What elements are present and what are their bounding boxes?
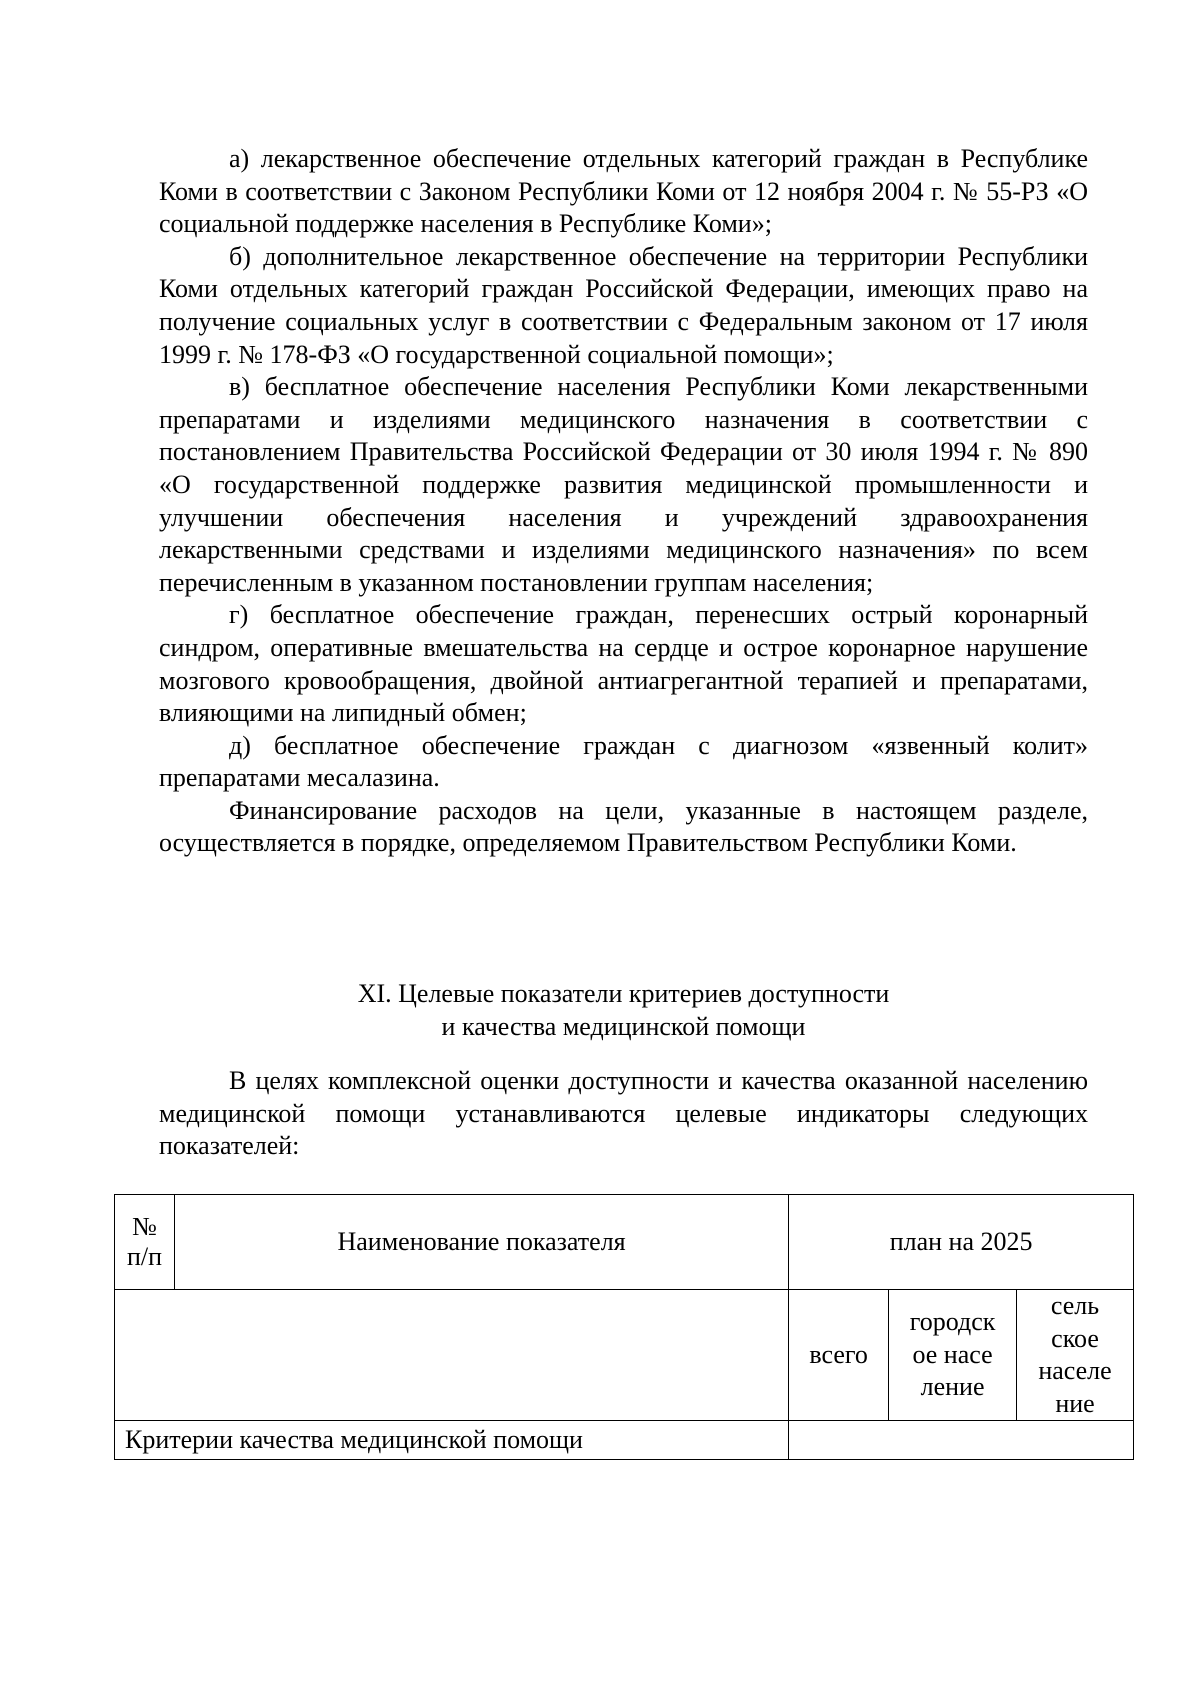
table-subheader-row bbox=[115, 1290, 1134, 1421]
section-heading-line-1: XI. Целевые показатели критериев доступности bbox=[357, 979, 890, 1008]
paragraph-financing: Финансирование расходов на цели, указанные в настоящем разделе, осуществляется в порядке, определяемом Правительством Республики Коми. bbox=[159, 795, 1088, 858]
intro-paragraph: В целях комплексной оценки доступности и качества оказанной населению медицинской помощи устанавливаются целевые индикаторы следующих показателей: bbox=[159, 1066, 1088, 1161]
indicators-table bbox=[114, 1194, 1134, 1460]
subheader-rural: сель ское населе ние bbox=[1017, 1290, 1134, 1421]
table-header-row bbox=[115, 1195, 1134, 1290]
section-row-label: Критерии качества медицинской помощи bbox=[115, 1421, 789, 1460]
section-intro bbox=[159, 1065, 1088, 1163]
table-row bbox=[115, 1421, 1134, 1460]
section-heading bbox=[159, 978, 1088, 1043]
paragraph-g: г) бесплатное обеспечение граждан, перенесших острый коронарный синдром, оперативные вмешательства на сердце и острое коронарное нарушение мозгового кровообращения, двойной антиагрегантной терапией и препаратами, влияющими на липидный обмен; bbox=[159, 600, 1088, 728]
paragraph-a: а) лекарственное обеспечение отдельных категорий граждан в Республике Коми в соответствии с Законом Республики Коми от 12 ноября 2004 г. № 55-РЗ «О социальной поддержке населения в Республике Коми»; bbox=[159, 144, 1088, 239]
subheader-urban: городск ое насе ление bbox=[889, 1290, 1017, 1421]
section-row-plan-empty bbox=[789, 1421, 1134, 1460]
header-indicator-name: Наименование показателя bbox=[174, 1195, 788, 1290]
paragraph-d: д) бесплатное обеспечение граждан с диагнозом «язвенный колит» препаратами месалазина. bbox=[159, 730, 1088, 793]
subheader-empty bbox=[115, 1290, 789, 1421]
header-plan-2025: план на 2025 bbox=[789, 1195, 1134, 1290]
paragraph-v: в) бесплатное обеспечение населения Республики Коми лекарственными препаратами и изделиями медицинского назначения в соответствии с постановлением Правительства Российской Федерации от 30 июля 1994 г. № 890 «О государственной поддержке развития медицинской промышленности и улучшении обеспечения населения и учреждений здравоохранения лекарственными средствами и изделиями медицинского назначения» по всем перечисленным в указанном постановлении группам населения; bbox=[159, 372, 1088, 597]
header-number: № п/п bbox=[115, 1195, 175, 1290]
body-text bbox=[159, 143, 1088, 860]
section-heading-line-2: и качества медицинской помощи bbox=[441, 1011, 806, 1041]
subheader-total: всего bbox=[789, 1290, 889, 1421]
paragraph-b: б) дополнительное лекарственное обеспечение на территории Республики Коми отдельных категорий граждан Российской Федерации, имеющих право на получение социальных услуг в соответствии с Федеральным законом от 17 июля 1999 г. № 178-ФЗ «О государственной социальной помощи»; bbox=[159, 241, 1088, 369]
